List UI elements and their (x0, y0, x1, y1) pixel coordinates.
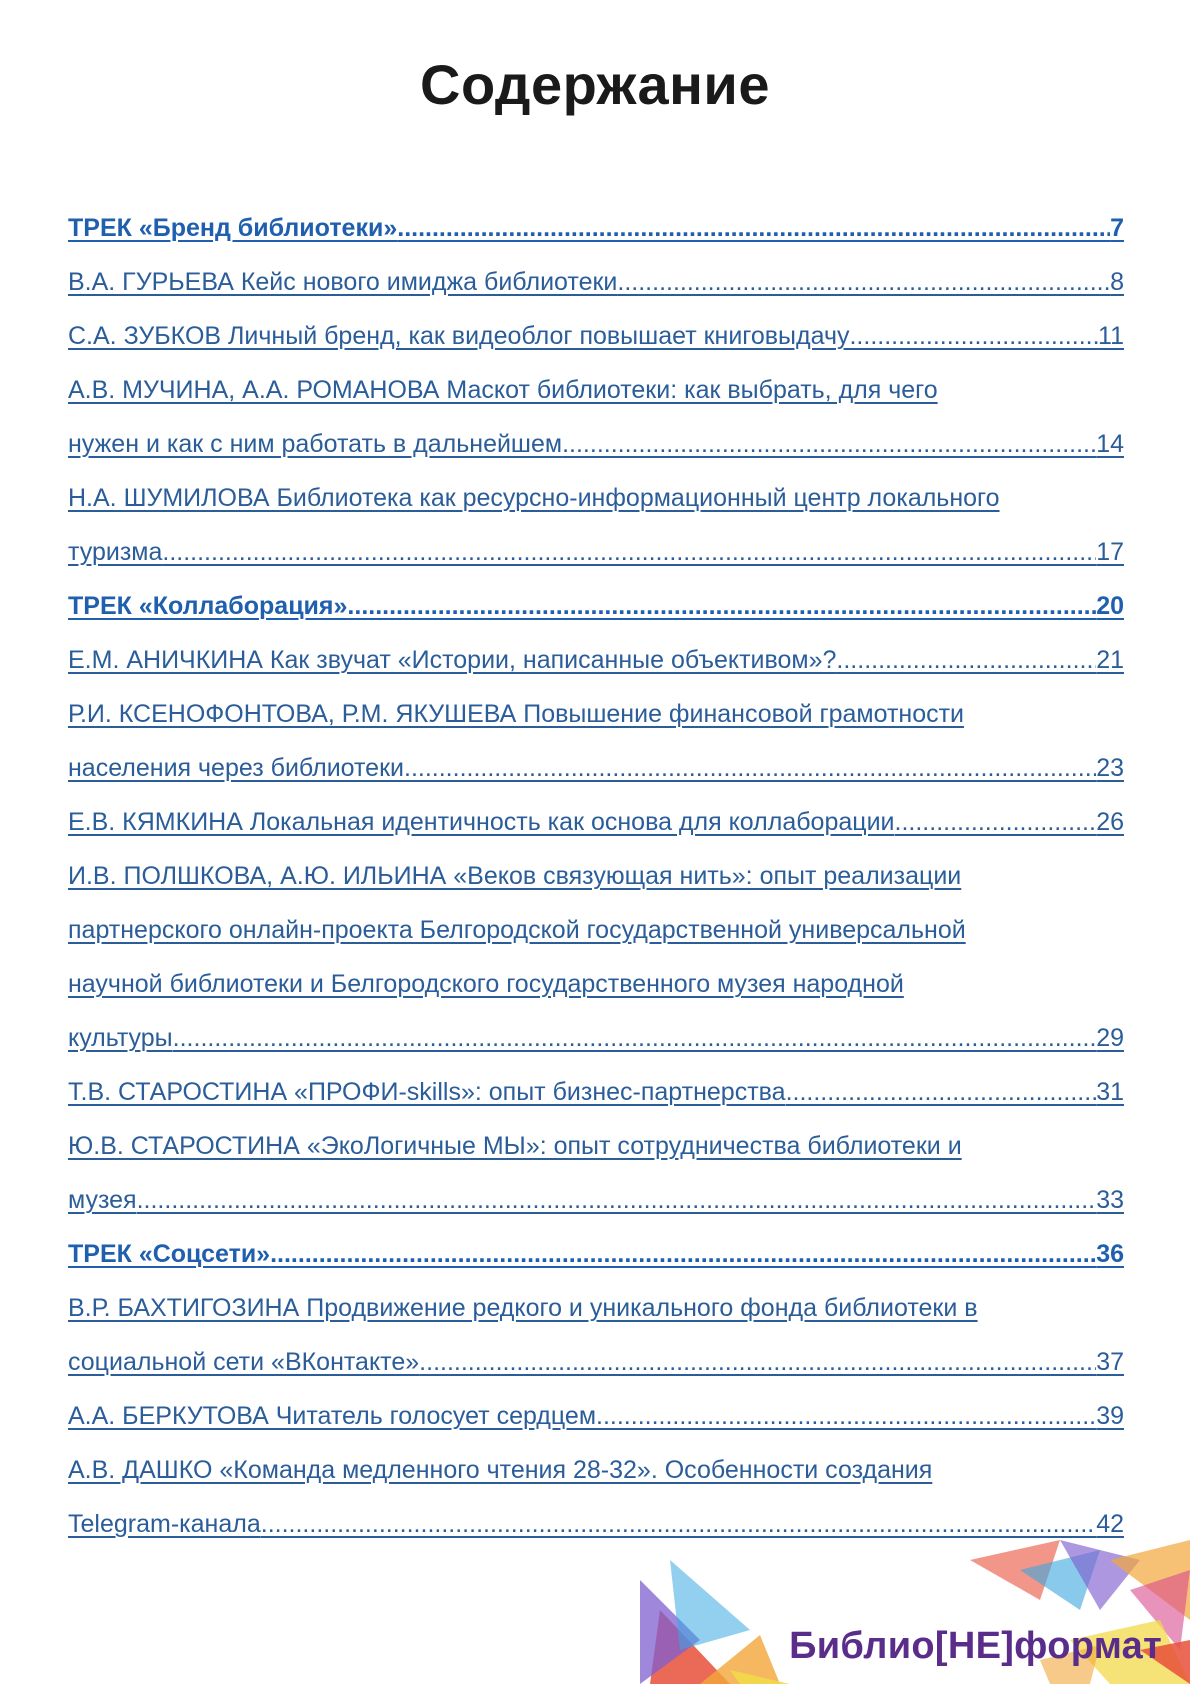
toc-entry-link[interactable]: нужен и как с ним работать в дальнейшем (68, 430, 563, 458)
toc-track-heading[interactable] (68, 201, 1124, 255)
publisher-logo (640, 1540, 1190, 1684)
toc-page-number[interactable]: 23 (1096, 754, 1124, 782)
toc-entry-link[interactable]: Ю.В. СТАРОСТИНА «ЭкоЛогичные МЫ»: опыт сотрудничества библиотеки и (68, 1132, 962, 1160)
toc-page-number[interactable]: 20 (1096, 592, 1124, 620)
dot-leader (895, 795, 1097, 849)
logo-text: Библио[НЕ]формат (789, 1625, 1162, 1667)
toc-page-number[interactable]: 36 (1096, 1240, 1124, 1268)
toc-entry-link[interactable]: А.В. ДАШКО «Команда медленного чтения 28-32». Особенности создания (68, 1456, 933, 1484)
dot-leader (404, 741, 1096, 795)
toc-page-number[interactable]: 26 (1096, 808, 1124, 836)
dot-leader (596, 1389, 1096, 1443)
toc-entry-line[interactable] (68, 849, 1124, 903)
toc-entry-link[interactable]: Р.И. КСЕНОФОНТОВА, Р.М. ЯКУШЕВА Повышение финансовой грамотности (68, 700, 965, 728)
toc-entry-line[interactable] (68, 255, 1124, 309)
toc-page-number[interactable]: 39 (1096, 1402, 1124, 1430)
toc-entry-link[interactable]: Т.В. СТАРОСТИНА «ПРОФИ-skills»: опыт бизнес-партнерства (68, 1078, 786, 1106)
toc-entry-link[interactable]: населения через библиотеки (68, 754, 404, 782)
toc-entry-line[interactable] (68, 309, 1124, 363)
toc-entry-link[interactable]: социальной сети «ВКонтакте» (68, 1348, 420, 1376)
toc-entry-link[interactable]: Е.В. КЯМКИНА Локальная идентичность как основа для коллаборации (68, 808, 895, 836)
toc-page-number[interactable]: 31 (1096, 1078, 1124, 1106)
dot-leader (162, 525, 1096, 579)
dot-leader (270, 1227, 1096, 1281)
toc-page-number[interactable]: 33 (1096, 1186, 1124, 1214)
toc-entry-line[interactable] (68, 903, 1124, 957)
toc-entry-link[interactable]: Е.М. АНИЧКИНА Как звучат «Истории, написанные объективом»? (68, 646, 837, 674)
dot-leader (347, 579, 1096, 633)
toc-entry-link[interactable]: И.В. ПОЛШКОВА, А.Ю. ИЛЬИНА «Веков связующая нить»: опыт реализации (68, 862, 962, 890)
toc-track-link[interactable]: ТРЕК «Бренд библиотеки» (68, 214, 398, 242)
toc-page-number[interactable]: 21 (1096, 646, 1124, 674)
toc-entry-link[interactable]: партнерского онлайн-проекта Белгородской государственной универсальной (68, 916, 966, 944)
toc-entry-line[interactable] (68, 687, 1124, 741)
toc-entry-line[interactable] (68, 1065, 1124, 1119)
toc-entry-link[interactable]: научной библиотеки и Белгородского государственного музея народной (68, 970, 904, 998)
toc-entry-line[interactable] (68, 957, 1124, 1011)
toc-page-number[interactable]: 8 (1110, 268, 1124, 296)
toc-entry-line[interactable] (68, 1281, 1124, 1335)
toc-entry-link[interactable]: В.Р. БАХТИГОЗИНА Продвижение редкого и уникального фонда библиотеки в (68, 1294, 978, 1322)
dot-leader (562, 417, 1096, 471)
toc-entry-link[interactable]: Telegram-канала (68, 1510, 261, 1538)
dot-leader (786, 1065, 1097, 1119)
toc-entry-line[interactable] (68, 795, 1124, 849)
toc-entry-line[interactable] (68, 1443, 1124, 1497)
toc-track-heading[interactable] (68, 1227, 1124, 1281)
toc-page-number[interactable]: 11 (1098, 322, 1124, 350)
toc-page-number[interactable]: 7 (1110, 214, 1124, 242)
toc-entry-link[interactable]: туризма (68, 538, 163, 566)
toc-page-number[interactable]: 14 (1096, 430, 1124, 458)
toc-entry-line[interactable] (68, 471, 1124, 525)
toc-entry-line[interactable] (68, 1119, 1124, 1173)
toc-page-number[interactable]: 37 (1096, 1348, 1124, 1376)
toc-entry-link[interactable]: А.В. МУЧИНА, А.А. РОМАНОВА Маскот библиотеки: как выбрать, для чего (68, 376, 938, 404)
toc-track-link[interactable]: ТРЕК «Соцсети» (68, 1240, 271, 1268)
toc-entry-line[interactable] (68, 633, 1124, 687)
table-of-contents (68, 201, 1124, 1551)
dot-leader (397, 201, 1110, 255)
dot-leader (849, 309, 1098, 363)
toc-page-number[interactable]: 42 (1096, 1510, 1124, 1538)
dot-leader (617, 255, 1110, 309)
page-title: Содержание (420, 53, 770, 116)
toc-entry-line[interactable] (68, 1011, 1124, 1065)
dot-leader (137, 1173, 1097, 1227)
toc-track-link[interactable]: ТРЕК «Коллаборация» (68, 592, 348, 620)
dot-leader (173, 1011, 1097, 1065)
dot-leader (419, 1335, 1096, 1389)
toc-page-number[interactable]: 29 (1096, 1024, 1124, 1052)
toc-entry-line[interactable] (68, 363, 1124, 417)
toc-entry-line[interactable] (68, 741, 1124, 795)
toc-entry-line[interactable] (68, 1173, 1124, 1227)
toc-entry-line[interactable] (68, 525, 1124, 579)
toc-entry-link[interactable]: В.А. ГУРЬЕВА Кейс нового имиджа библиотеки (68, 268, 618, 296)
toc-entry-line[interactable] (68, 417, 1124, 471)
toc-entry-link[interactable]: А.А. БЕРКУТОВА Читатель голосует сердцем (68, 1402, 597, 1430)
toc-entry-link[interactable]: С.А. ЗУБКОВ Личный бренд, как видеоблог повышает книговыдачу (68, 322, 850, 350)
toc-entry-link[interactable]: музея (68, 1186, 137, 1214)
toc-entry-line[interactable] (68, 1335, 1124, 1389)
toc-entry-link[interactable]: Н.А. ШУМИЛОВА Библиотека как ресурсно-информационный центр локального (68, 484, 1000, 512)
toc-page-number[interactable]: 17 (1096, 538, 1124, 566)
dot-leader (836, 633, 1096, 687)
toc-track-heading[interactable] (68, 579, 1124, 633)
toc-entry-line[interactable] (68, 1389, 1124, 1443)
toc-entry-link[interactable]: культуры (68, 1024, 173, 1052)
